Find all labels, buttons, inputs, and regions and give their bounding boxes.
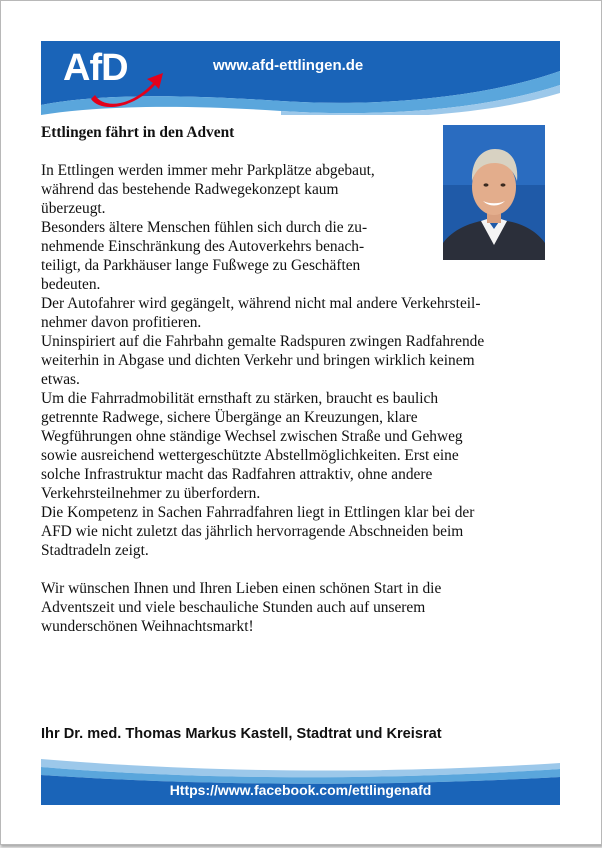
paragraph-line: sowie ausreichend wettergeschützte Abstellmöglichkeiten. Erst eine [41, 447, 459, 464]
paragraph-line: getrennte Radwege, sichere Übergänge an Kreuzungen, klare [41, 409, 418, 426]
footer-banner [41, 759, 560, 805]
logo-swoosh-icon [41, 41, 171, 115]
afd-logo: AfD [63, 47, 128, 89]
paragraph-line: Der Autofahrer wird gegängelt, während nicht mal andere Verkehrsteil- [41, 295, 481, 312]
facebook-link[interactable]: Https://www.facebook.com/ettlingenafd [169, 782, 432, 798]
paragraph-line: solche Infrastruktur macht das Radfahren attraktiv, ohne andere [41, 466, 433, 483]
paragraph-line: Wegführungen ohne ständige Wechsel zwischen Straße und Gehweg [41, 428, 463, 445]
paragraph-line: etwas. [41, 371, 80, 388]
paragraph-line: Die Kompetenz in Sachen Fahrradfahren liegt in Ettlingen klar bei der [41, 504, 475, 521]
header-website-url[interactable]: www.afd-ettlingen.de [213, 57, 364, 74]
paragraph-line: Wir wünschen Ihnen und Ihren Lieben einen schönen Start in die [41, 580, 442, 597]
paragraph-line: Um die Fahrradmobilität ernsthaft zu stärken, braucht es baulich [41, 390, 439, 407]
signature-line: Ihr Dr. med. Thomas Markus Kastell, Stadtrat und Kreisrat [41, 726, 442, 742]
paragraph-line: während das bestehende Radwegekonzept kaum [41, 181, 339, 198]
paragraph-line [41, 142, 484, 161]
paragraph-line: Uninspiriert auf die Fahrbahn gemalte Radspuren zwingen Radfahrende [41, 333, 485, 350]
paragraph-line: weiterhin in Abgase und dichten Verkehr und bringen wirklich keinem [41, 352, 475, 369]
paragraph-line: nehmende Einschränkung des Autoverkehrs benach- [41, 238, 365, 255]
paragraph-line: teiligt, da Parkhäuser lange Fußwege zu Geschäften [41, 257, 361, 274]
paragraph-line: AFD wie nicht zuletzt das jährlich hervorragende Abschneiden beim [41, 523, 464, 540]
paragraph-line: bedeuten. [41, 276, 101, 293]
paragraph-line [41, 560, 484, 579]
paragraph-line: Besonders ältere Menschen fühlen sich durch die zu- [41, 219, 368, 236]
paragraph-line: wunderschönen Weihnachtsmarkt! [41, 618, 254, 635]
article-body [41, 123, 484, 636]
paragraph-line: Verkehrsteilnehmer zu überfordern. [41, 485, 261, 502]
paragraph-line: überzeugt. [41, 200, 106, 217]
paragraph-line: In Ettlingen werden immer mehr Parkplätze abgebaut, [41, 162, 375, 179]
paragraph-line: Stadtradeln zeigt. [41, 542, 149, 559]
paragraph-line: Adventszeit und viele beschauliche Stunden auch auf unserem [41, 599, 426, 616]
paragraph-line: nehmer davon profitieren. [41, 314, 202, 331]
article-title: Ettlingen fährt in den Advent [41, 124, 235, 141]
header-banner [41, 41, 560, 115]
